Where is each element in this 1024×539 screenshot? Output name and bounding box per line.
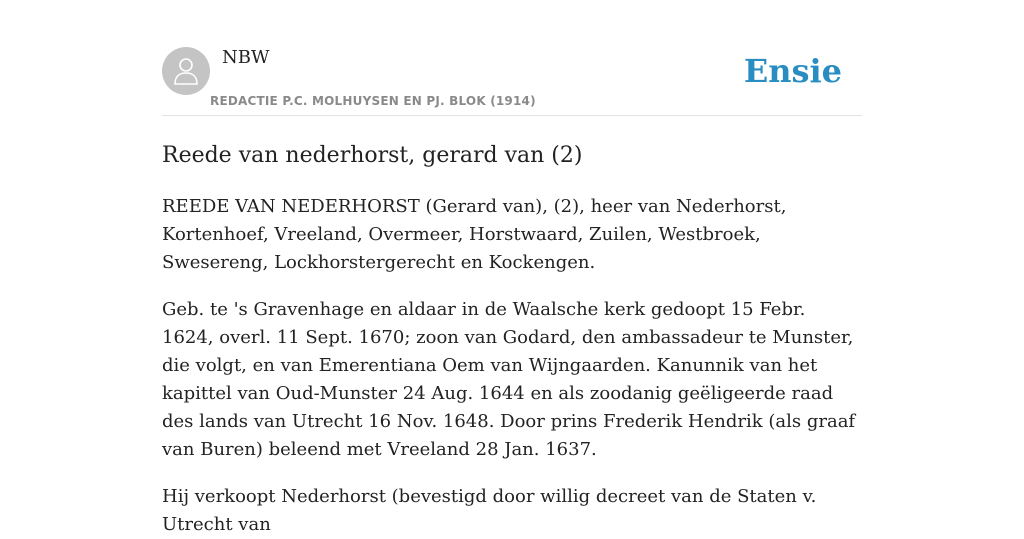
article-paragraph: REEDE VAN NEDERHORST (Gerard van), (2), heer van Nederhorst, Kortenhoef, Vreeland, Overmeer, Horstwaard, Zuilen, Westbroek, Swesereng, Lockhorstergerecht en Kockengen. (162, 196, 787, 273)
author-header (162, 47, 862, 116)
author-name[interactable]: NBW (222, 47, 270, 68)
avatar[interactable] (162, 47, 210, 95)
article-paragraph: Geb. te 's Gravenhage en aldaar in de Waalsche kerk gedoopt 15 Febr. 1624, overl. 11 Sept. 1670; zoon van Godard, den ambassadeur te Munster, die volgt, en van Emerentiana Oem van Wijngaarden. Kanunnik van het kapittel van Oud-Munster 24 Aug. 1644 en als zoodanig geëligeerde raad des lands van Utrecht 16 Nov. 1648. Door prins Frederik Hendrik (als graaf van Buren) beleend met Vreeland 28 Jan. 1637. (162, 299, 856, 460)
user-avatar-icon (172, 56, 200, 86)
page (162, 0, 862, 539)
article-title: Reede van nederhorst, gerard van (2) (162, 143, 583, 168)
author-subtitle: REDACTIE P.C. MOLHUYSEN EN PJ. BLOK (1914) (210, 94, 536, 108)
brand-logo[interactable]: Ensie (743, 52, 842, 90)
article-paragraph: Hij verkoopt Nederhorst (bevestigd door willig decreet van de Staten v. Utrecht van (162, 486, 817, 535)
